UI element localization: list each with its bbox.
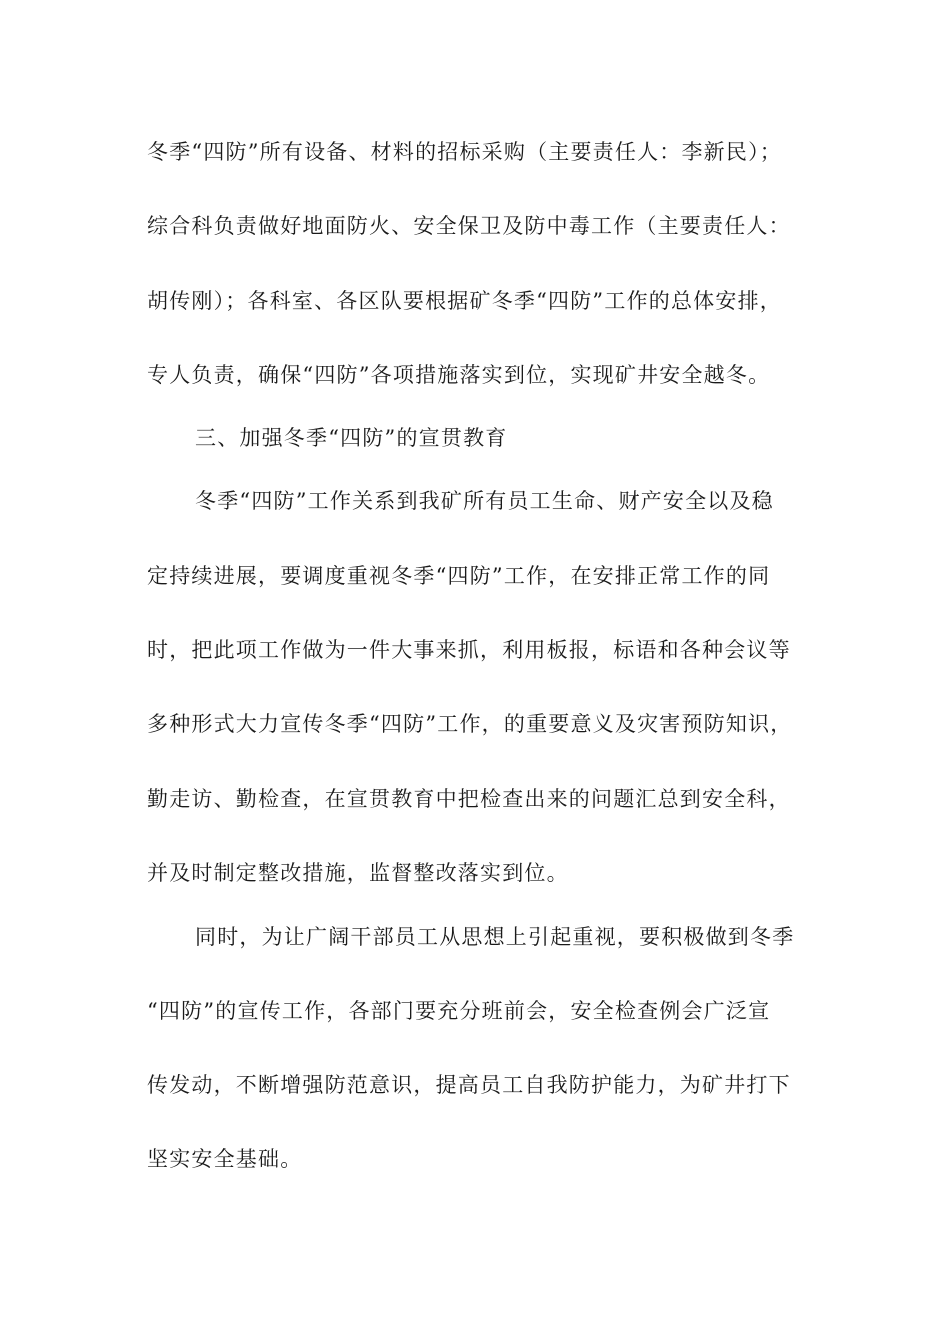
body-text-line: 专人负责，确保“四防”各项措施落实到位，实现矿井安全越冬。	[147, 363, 771, 387]
body-text-line: 坚实安全基础。	[147, 1147, 303, 1171]
body-text-line: 时，把此项工作做为一件大事来抓，利用板报，标语和各种会议等	[147, 638, 791, 662]
body-text-line: 冬季“四防”所有设备、材料的招标采购（主要责任人：李新民）；	[147, 140, 782, 164]
body-text-line: 综合科负责做好地面防火、安全保卫及防中毒工作（主要责任人：	[147, 214, 791, 238]
body-text-line: 定持续进展，要调度重视冬季“四防”工作，在安排正常工作的同	[147, 564, 771, 588]
section-heading: 三、加强冬季“四防”的宣贯教育	[195, 426, 508, 450]
body-text-line: 多种形式大力宣传冬季“四防”工作，的重要意义及灾害预防知识，	[147, 712, 793, 736]
body-text-line: 同时，为让广阔干部员工从思想上引起重视，要积极做到冬季	[195, 925, 795, 949]
body-text-line: 传发动，不断增强防范意识，提高员工自我防护能力，为矿井打下	[147, 1073, 791, 1097]
body-text-line: 勤走访、勤检查，在宣贯教育中把检查出来的问题汇总到安全科，	[147, 787, 791, 811]
body-text-line: 并及时制定整改措施，监督整改落实到位。	[147, 861, 569, 885]
body-text-line: “四防”的宣传工作，各部门要充分班前会，安全检查例会广泛宣	[147, 999, 771, 1023]
body-text-line: 胡传刚）；各科室、各区队要根据矿冬季“四防”工作的总体安排，	[147, 289, 782, 313]
body-text-line: 冬季“四防”工作关系到我矿所有员工生命、财产安全以及稳	[195, 489, 774, 513]
